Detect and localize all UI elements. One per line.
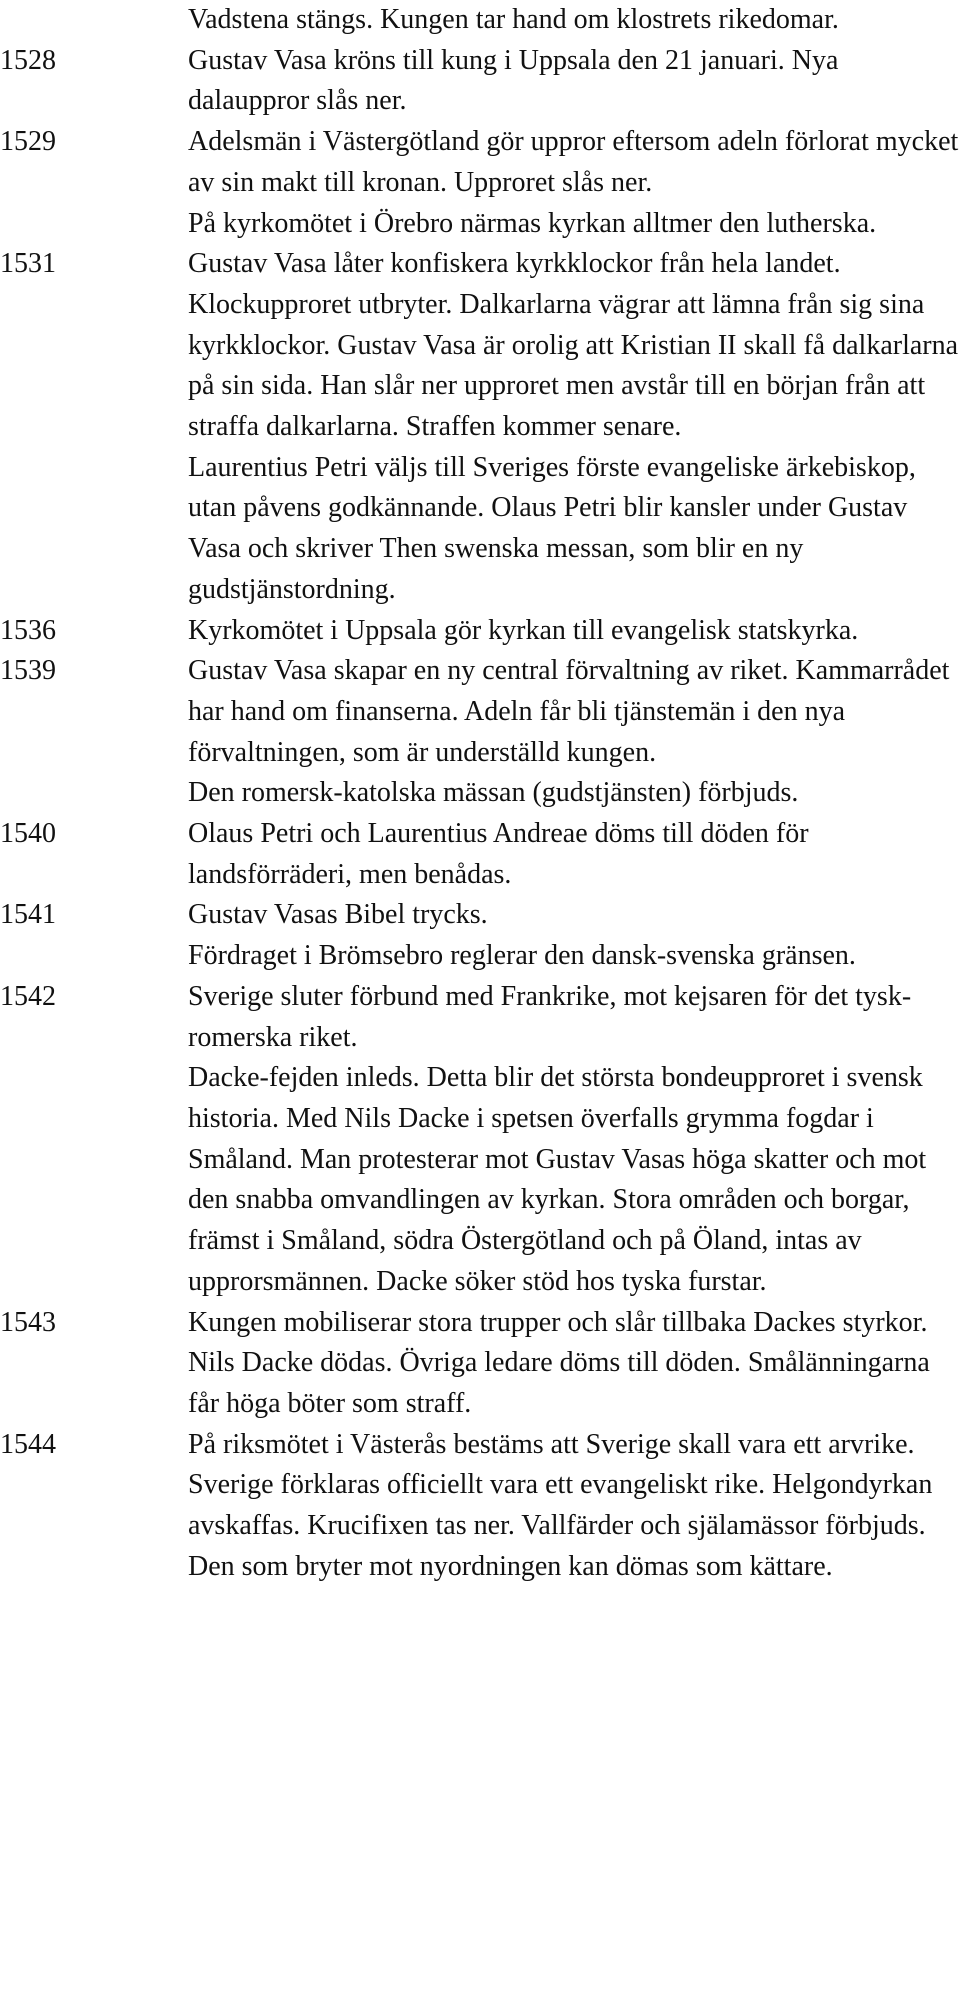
entry-year: 1543 xyxy=(0,1306,56,1338)
entry-paragraph: Gustav Vasas Bibel trycks. xyxy=(188,899,488,931)
timeline-entry xyxy=(0,0,960,41)
timeline-entry xyxy=(0,814,960,895)
timeline-entry xyxy=(0,651,960,814)
entry-paragraph: Laurentius Petri väljs till Sveriges förste evangeliske ärkebiskop, utan påvens godkännande. Olaus Petri blir kansler under Gustav Vasa och skriver Then swenska messan, som blir en ny gudstjänstordning. xyxy=(188,451,916,605)
entry-paragraph: Sverige förklaras officiellt vara ett evangeliskt rike. Helgondyrkan avskaffas. Krucifixen tas ner. Vallfärder och själamässor förbjuds. Den som bryter mot nyordningen kan dömas som kättare. xyxy=(188,1469,933,1582)
entry-paragraph: Dacke-fejden inleds. Detta blir det största bondeupproret i svensk historia. Med Nils Dacke i spetsen överfalls grymma fogdar i Småland. Man protesterar mot Gustav Vasas höga skatter och mot den snabba omvandlingen av kyrkan. Stora områden och borgar, främst i Småland, södra Östergötland och på Öland, intas av upprorsmännen. Dacke söker stöd hos tyska furstar. xyxy=(188,1062,927,1297)
entry-year: 1536 xyxy=(0,614,56,646)
entry-year xyxy=(0,0,188,41)
entry-year: 1540 xyxy=(0,818,56,850)
entry-paragraph: Adelsmän i Västergötland gör uppror eftersom adeln förlorat mycket av sin makt till kronan. Upproret slås ner. xyxy=(188,126,959,198)
entry-paragraph: Vadstena stängs. Kungen tar hand om klostrets rikedomar. xyxy=(188,4,839,35)
entry-paragraph: Olaus Petri och Laurentius Andreae döms till döden för landsförräderi, men benådas. xyxy=(188,818,809,890)
entry-paragraph: Gustav Vasa kröns till kung i Uppsala den 21 januari. Nya dalauppror slås ner. xyxy=(188,44,839,117)
entry-text xyxy=(188,1303,960,1425)
timeline-entry xyxy=(0,1425,960,1588)
entry-text xyxy=(188,0,960,41)
entry-text xyxy=(188,244,960,610)
entry-year: 1541 xyxy=(0,899,56,931)
entry-paragraph: Fördraget i Brömsebro reglerar den dansk-svenska gränsen. xyxy=(188,940,856,972)
entry-paragraph: På kyrkomötet i Örebro närmas kyrkan alltmer den lutherska. xyxy=(188,207,877,239)
timeline-entry xyxy=(0,1303,960,1425)
entry-year: 1542 xyxy=(0,980,56,1012)
entry-text xyxy=(188,651,960,814)
entry-text xyxy=(188,814,960,895)
entry-paragraph: Gustav Vasa skapar en ny central förvaltning av riket. Kammarrådet har hand om finanserna. Adeln får bli tjänstemän i den nya förvaltningen, som är underställd kungen. xyxy=(188,655,950,768)
timeline-entry xyxy=(0,895,960,976)
timeline-entry xyxy=(0,41,960,122)
entry-paragraph: Kyrkomötet i Uppsala gör kyrkan till evangelisk statskyrka. xyxy=(188,614,859,646)
timeline-entry xyxy=(0,122,960,244)
entry-text xyxy=(188,122,960,244)
entry-year: 1528 xyxy=(0,44,56,76)
entry-text xyxy=(188,611,960,652)
timeline-entry xyxy=(0,244,960,610)
entry-text xyxy=(188,1425,960,1588)
entry-paragraph: Sverige sluter förbund med Frankrike, mot kejsaren för det tysk-romerska riket. xyxy=(188,980,912,1053)
timeline-entry xyxy=(0,611,960,652)
entry-year: 1531 xyxy=(0,248,56,280)
entry-paragraph: Kungen mobiliserar stora trupper och slår tillbaka Dackes styrkor. Nils Dacke dödas. Övriga ledare döms till döden. Smålänningarna får höga böter som straff. xyxy=(188,1306,930,1419)
entry-text xyxy=(188,977,960,1303)
entry-text xyxy=(188,895,960,976)
entry-paragraph: Den romersk-katolska mässan (gudstjänsten) förbjuds. xyxy=(188,777,799,809)
entry-text xyxy=(188,41,960,122)
entry-year: 1529 xyxy=(0,126,56,158)
entry-paragraph: Gustav Vasa låter konfiskera kyrkklockor från hela landet. Klockupproret utbryter. Dalkarlarna vägrar att lämna från sig sina kyrkklockor. Gustav Vasa är orolig att Kristian II skall få dalkarlarna på sin sida. Han slår ner upproret men avstår till en början från att straffa dalkarlarna. Straffen kommer senare. xyxy=(188,248,959,443)
entry-year: 1544 xyxy=(0,1428,56,1460)
entry-year: 1539 xyxy=(0,655,56,687)
entry-paragraph: På riksmötet i Västerås bestäms att Sverige skall vara ett arvrike. xyxy=(188,1428,915,1460)
timeline-entry xyxy=(0,977,960,1303)
